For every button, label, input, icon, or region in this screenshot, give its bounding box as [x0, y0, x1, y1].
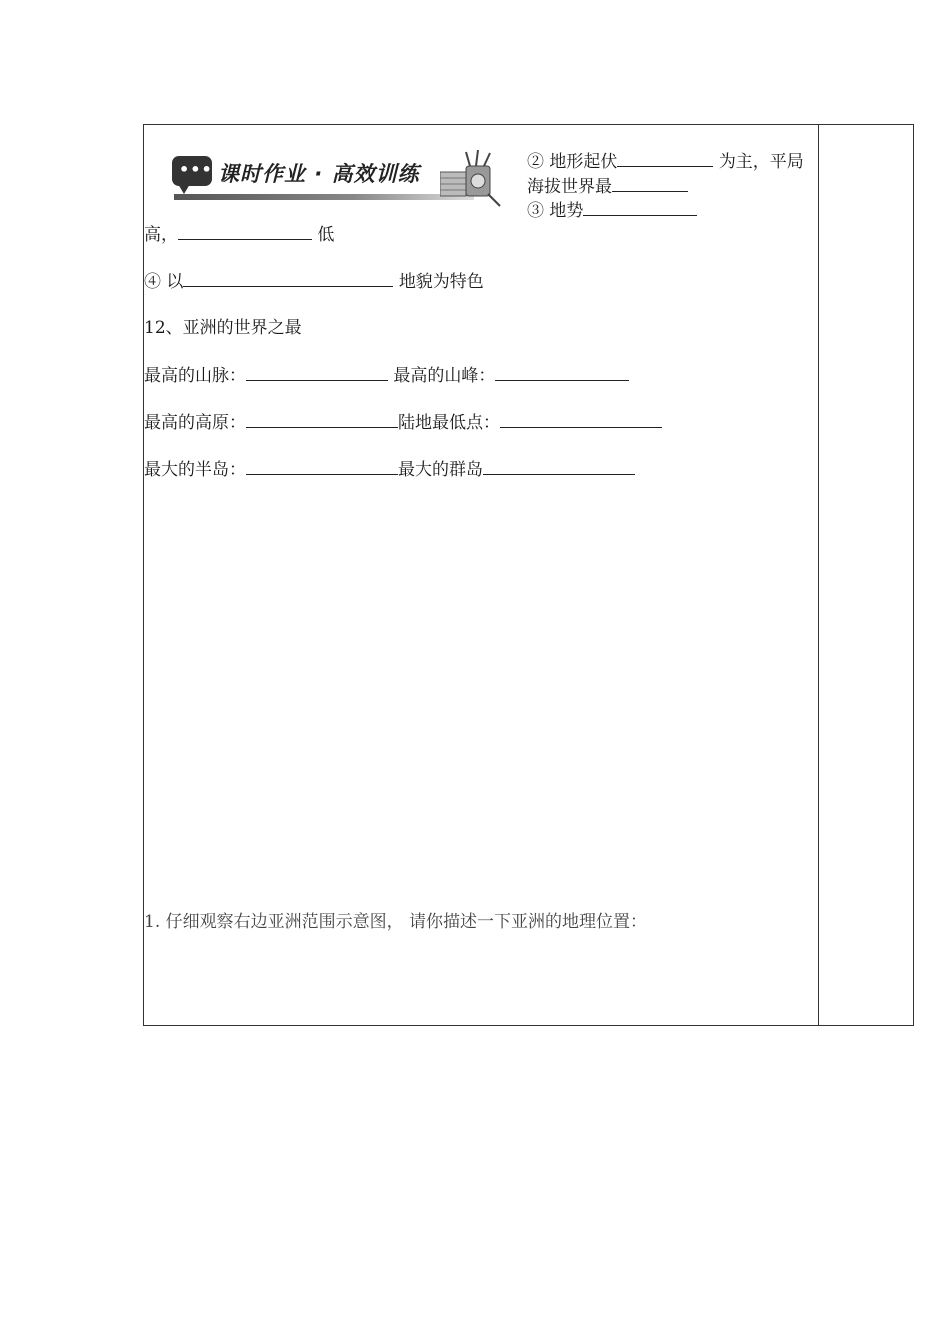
row-plateau-lowest [144, 411, 662, 434]
largest-archipelago-blank[interactable] [483, 458, 635, 475]
homework-banner [170, 150, 510, 210]
highest-range-label: 最高的山脉： [144, 366, 246, 386]
largest-archipelago-label: 最大的群岛 [398, 460, 483, 480]
high-low-line [144, 223, 334, 246]
highest-plateau-blank[interactable] [246, 411, 398, 428]
highest-plateau-label: 最高的高原： [144, 413, 246, 433]
dots-icon: ••• [179, 160, 213, 179]
largest-peninsula-blank[interactable] [246, 458, 398, 475]
item4-line [144, 270, 484, 293]
lowest-point-blank[interactable] [500, 411, 662, 428]
item4-prefix: ④ 以 [144, 272, 184, 292]
largest-peninsula-label: 最大的半岛： [144, 460, 246, 480]
landform-suffix: 为主，平局 [718, 152, 804, 172]
table-column-divider [818, 124, 819, 1026]
altitude-blank[interactable] [612, 175, 688, 192]
terrain-blank[interactable] [583, 199, 697, 216]
speech-bubble-icon [172, 156, 212, 186]
terrain-prefix: ③ 地势 [527, 201, 584, 221]
item4-blank[interactable] [183, 270, 393, 287]
lowest-point-label: 陆地最低点： [398, 413, 500, 433]
highest-peak-blank[interactable] [495, 364, 629, 381]
landform-line [527, 150, 804, 173]
q12-title: 12、亚洲的世界之最 [144, 318, 302, 338]
row-range-peak [144, 364, 629, 387]
pencil-cup-icon [440, 150, 502, 210]
page-table-frame [143, 124, 914, 1026]
landform-prefix: ② 地形起伏 [527, 152, 618, 172]
landform-blank[interactable] [617, 150, 713, 167]
highest-range-blank[interactable] [246, 364, 388, 381]
banner-underline [174, 194, 474, 200]
row-peninsula-archipelago [144, 458, 635, 481]
banner-title: 课时作业 · 高效训练 [218, 162, 420, 186]
low-label: 低 [317, 225, 335, 245]
highest-peak-label: 最高的山峰： [393, 366, 496, 386]
high-low-blank[interactable] [178, 223, 312, 240]
question-1: 1. 仔细观察右边亚洲范围示意图， 请你描述一下亚洲的地理位置： [144, 912, 648, 932]
item4-suffix: 地貌为特色 [398, 272, 484, 292]
altitude-line [527, 175, 688, 198]
high-label: 高， [144, 225, 178, 245]
altitude-prefix: 海拔世界最 [527, 177, 612, 197]
terrain-line [527, 199, 697, 222]
